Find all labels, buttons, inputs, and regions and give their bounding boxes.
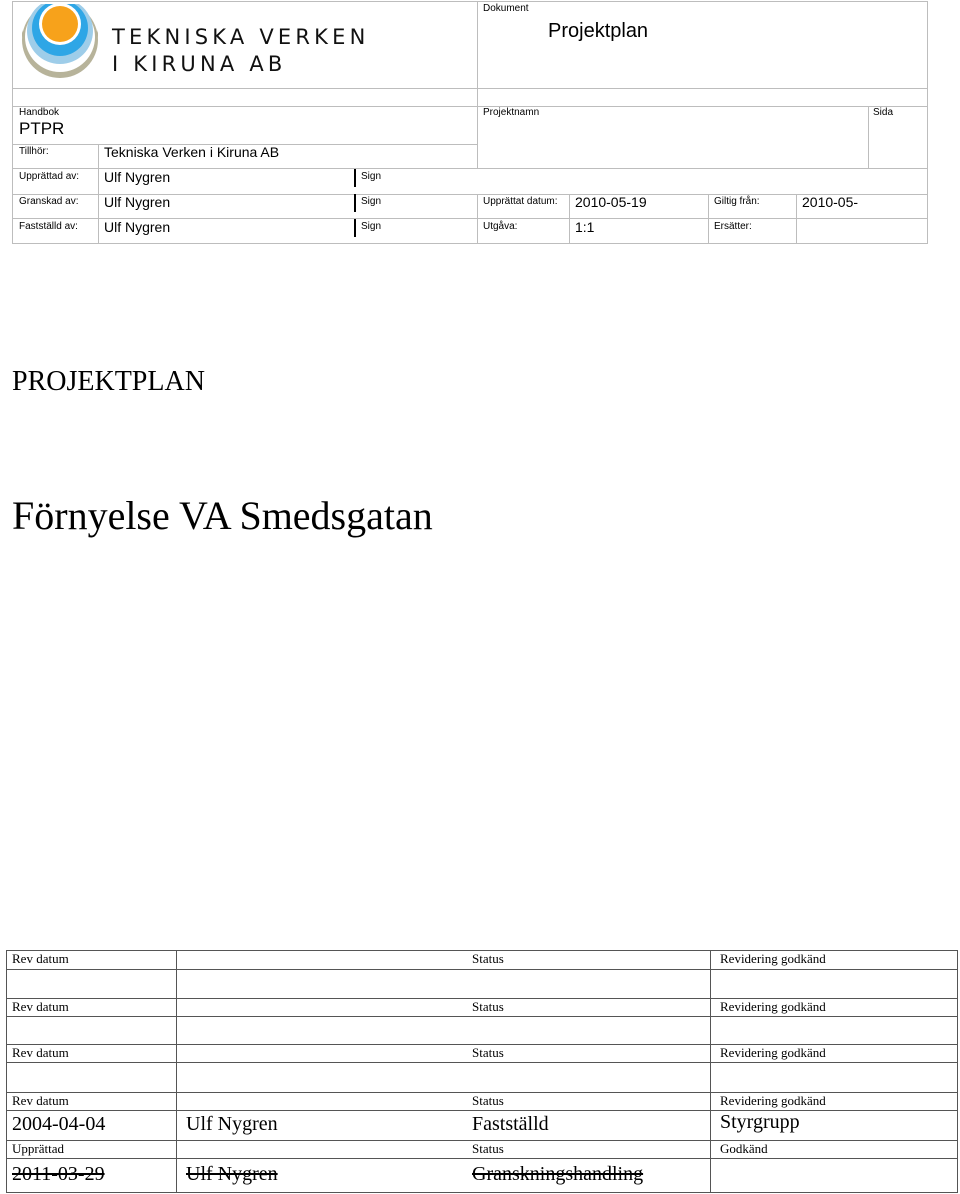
dokument-value: Projektplan [548, 20, 649, 42]
upprattad-label: Upprättad av: [19, 171, 80, 182]
sign-marker [354, 169, 356, 187]
revision-status: Fastställd [472, 1113, 549, 1135]
revision-date: 2004-04-04 [12, 1113, 106, 1135]
rev-datum-label: Rev datum [12, 1045, 69, 1060]
upprattat-datum-label: Upprättat datum: [483, 196, 558, 207]
rev-datum-label: Rev datum [12, 951, 69, 966]
divider [868, 106, 869, 169]
ersatter-label: Ersätter: [714, 221, 752, 232]
status-label: Status [472, 1141, 504, 1156]
handbok-label: Handbok [19, 107, 60, 118]
divider [796, 194, 797, 244]
sign-label: Sign [361, 221, 382, 232]
sign-label: Sign [361, 196, 382, 207]
divider [7, 1158, 957, 1159]
dokument-label: Dokument [483, 3, 529, 14]
sign-marker [354, 194, 356, 212]
rev-datum-label: Rev datum [12, 999, 69, 1014]
divider [13, 88, 927, 89]
granskad-value: Ulf Nygren [104, 194, 171, 210]
status-label: Status [472, 999, 504, 1014]
company-logo [20, 4, 102, 86]
utgava-value: 1:1 [575, 219, 595, 235]
divider [176, 951, 177, 1192]
revision-author: Ulf Nygren [186, 1163, 278, 1185]
logo-line-2: I KIRUNA AB [112, 52, 287, 76]
faststalld-label: Fastställd av: [19, 221, 78, 232]
divider [708, 194, 709, 244]
status-label: Status [472, 1045, 504, 1060]
utgava-label: Utgåva: [483, 221, 518, 232]
project-title: Förnyelse VA Smedsgatan [12, 493, 433, 538]
company-logo-text [112, 24, 370, 78]
revision-approver: Styrgrupp [720, 1111, 800, 1133]
divider [710, 951, 711, 1192]
revision-author: Ulf Nygren [186, 1113, 278, 1135]
handbok-value: PTPR [19, 119, 65, 138]
sign-label: Sign [361, 171, 382, 182]
divider [477, 194, 478, 244]
rev-godkand-label: Revidering godkänd [720, 951, 826, 966]
divider [477, 2, 478, 168]
divider [13, 106, 927, 107]
rev-datum-label: Rev datum [12, 1093, 69, 1108]
upprattad-label: Upprättad [12, 1141, 64, 1156]
sign-marker [354, 219, 356, 237]
godkand-label: Godkänd [720, 1141, 768, 1156]
upprattat-datum-value: 2010-05-19 [575, 194, 647, 210]
sida-label: Sida [873, 107, 894, 118]
divider [7, 1016, 957, 1017]
giltig-value: 2010-05- [802, 194, 859, 210]
rev-godkand-label: Revidering godkänd [720, 999, 826, 1014]
status-label: Status [472, 1093, 504, 1108]
divider [7, 969, 957, 970]
divider [7, 1062, 957, 1063]
rev-godkand-label: Revidering godkänd [720, 1045, 826, 1060]
rev-godkand-label: Revidering godkänd [720, 1093, 826, 1108]
divider [7, 1110, 957, 1111]
status-label: Status [472, 951, 504, 966]
granskad-label: Granskad av: [19, 196, 79, 207]
tillhor-label: Tillhör: [19, 146, 49, 157]
faststalld-value: Ulf Nygren [104, 219, 171, 235]
logo-line-1: TEKNISKA VERKEN [112, 25, 370, 49]
revision-status: Granskningshandling [472, 1163, 644, 1185]
document-type-title: PROJEKTPLAN [12, 366, 205, 397]
divider [569, 194, 570, 244]
upprattad-value: Ulf Nygren [104, 169, 171, 185]
tillhor-value: Tekniska Verken i Kiruna AB [104, 144, 280, 160]
revision-date: 2011-03-29 [12, 1163, 105, 1185]
projektnamn-label: Projektnamn [483, 107, 540, 118]
giltig-label: Giltig från: [714, 196, 760, 207]
